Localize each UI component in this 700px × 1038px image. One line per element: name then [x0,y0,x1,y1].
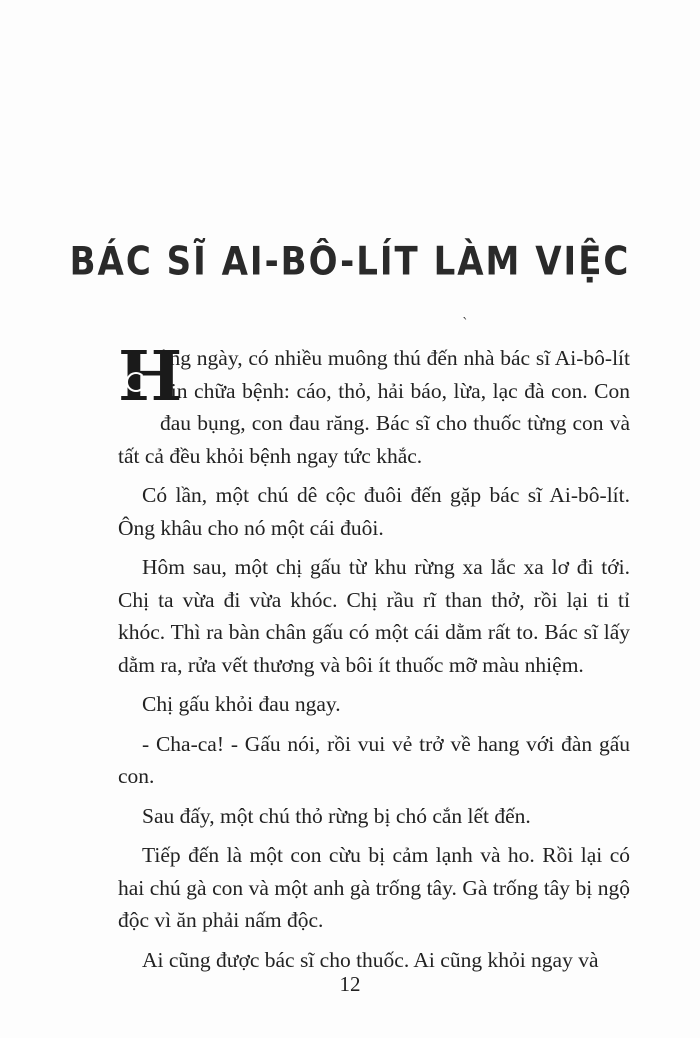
paragraph-5: - Cha-ca! - Gấu nói, rồi vui vẻ trở về hang với đàn gấu con. [118,731,630,788]
body-text [118,337,630,983]
paragraph-6: Sau đấy, một chú thỏ rừng bị chó cắn lết đến. [142,803,531,828]
stray-mark: ` [462,316,469,332]
drop-cap: H [118,337,183,417]
paragraph-2: Có lần, một chú dê cộc đuôi đến gặp bác sĩ Ai-bô-lít. Ông khâu cho nó một cái đuôi. [118,483,630,540]
drop-cap-swirl-icon [126,372,146,392]
chapter-title: BÁC SĨ AI-BÔ-LÍT LÀM VIỆC [69,239,631,285]
page-number: 12 [339,972,361,996]
paragraph-4: Chị gấu khỏi đau ngay. [142,692,341,716]
paragraph-7: Tiếp đến là một con cừu bị cảm lạnh và ho. Rồi lại có hai chú gà con và một anh gà trống tây. Gà trống tây bị ngộ độc vì ăn phải nấm độc. [118,843,630,932]
paragraph-8: Ai cũng được bác sĩ cho thuốc. Ai cũng khỏi ngay và [142,947,599,972]
paragraph-3: Hôm sau, một chị gấu từ khu rừng xa lắc xa lơ đi tới. Chị ta vừa đi vừa khóc. Chị rầu rĩ than thở, rồi lại ti tỉ khóc. Thì ra bàn chân gấu có một cái dằm rất to. Bác sĩ lấy dằm ra, rửa vết thương và bôi ít thuốc mỡ màu nhiệm. [118,555,630,677]
paragraph-1-text: ằng ngày, có nhiều muông thú đến nhà bác sĩ Ai-bô-lít xin chữa bệnh: cáo, thỏ, hải báo, lừa, lạc đà con. Con đau bụng, con đau răng. Bác sĩ cho thuốc từng con và tất cả đều khỏi bệnh ngay tức khắc. [118,346,630,468]
paragraph-1 [118,337,630,472]
